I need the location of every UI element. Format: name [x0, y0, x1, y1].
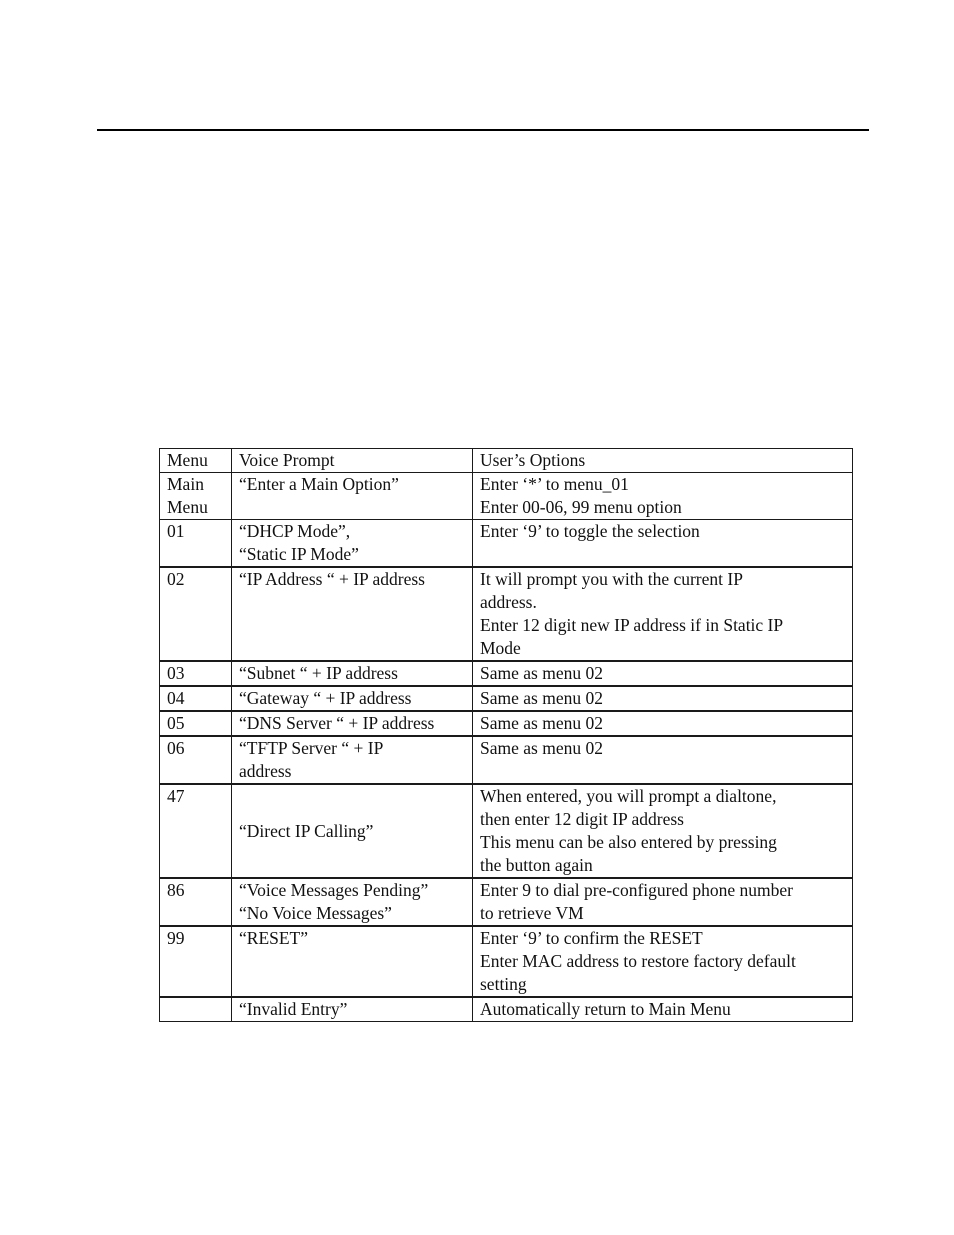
header-voice-prompt: Voice Prompt [232, 449, 473, 473]
voice-prompt: “IP Address “ + IP address [232, 567, 473, 661]
menu-code: 01 [160, 520, 232, 568]
menu-code: 99 [160, 926, 232, 997]
table-row [160, 711, 853, 736]
user-options: It will prompt you with the current IP address. Enter 12 digit new IP address if in Static IP Mode [473, 567, 853, 661]
menu-code: 02 [160, 567, 232, 661]
voice-prompt: “Gateway “ + IP address [232, 686, 473, 711]
user-options: Same as menu 02 [473, 736, 853, 784]
table-row [160, 926, 853, 997]
voice-prompt: “Enter a Main Option” [232, 473, 473, 520]
header-users-options: User’s Options [473, 449, 853, 473]
voice-prompt: “Direct IP Calling” [232, 784, 473, 878]
menu-code: 04 [160, 686, 232, 711]
table-row [160, 686, 853, 711]
user-options: Same as menu 02 [473, 686, 853, 711]
voice-prompt: “Invalid Entry” [232, 997, 473, 1022]
user-options: When entered, you will prompt a dialtone, then enter 12 digit IP address This menu can be also entered by pressing the button again [473, 784, 853, 878]
menu-code: 86 [160, 878, 232, 926]
menu-code: Main Menu [160, 473, 232, 520]
table-header-row [160, 449, 853, 473]
header-menu: Menu [160, 449, 232, 473]
user-options: Enter ‘9’ to confirm the RESET Enter MAC address to restore factory default setting [473, 926, 853, 997]
table-row [160, 567, 853, 661]
table-row [160, 736, 853, 784]
table-row [160, 520, 853, 568]
menu-code: 47 [160, 784, 232, 878]
voice-prompt: “TFTP Server “ + IP address [232, 736, 473, 784]
voice-menu-table [159, 448, 853, 1022]
user-options: Enter ‘*’ to menu_01 Enter 00-06, 99 menu option [473, 473, 853, 520]
table-row [160, 473, 853, 520]
user-options: Automatically return to Main Menu [473, 997, 853, 1022]
user-options: Enter 9 to dial pre-configured phone number to retrieve VM [473, 878, 853, 926]
voice-prompt: “Voice Messages Pending” “No Voice Messages” [232, 878, 473, 926]
user-options: Same as menu 02 [473, 661, 853, 686]
table-row [160, 661, 853, 686]
user-options: Enter ‘9’ to toggle the selection [473, 520, 853, 568]
user-options: Same as menu 02 [473, 711, 853, 736]
menu-code: 05 [160, 711, 232, 736]
voice-prompt: “DNS Server “ + IP address [232, 711, 473, 736]
menu-code: 06 [160, 736, 232, 784]
table-row [160, 878, 853, 926]
voice-prompt: “DHCP Mode”, “Static IP Mode” [232, 520, 473, 568]
header-rule [97, 129, 869, 131]
table-row [160, 784, 853, 878]
voice-prompt: “RESET” [232, 926, 473, 997]
menu-code [160, 997, 232, 1022]
voice-prompt: “Subnet “ + IP address [232, 661, 473, 686]
table-row [160, 997, 853, 1022]
menu-code: 03 [160, 661, 232, 686]
